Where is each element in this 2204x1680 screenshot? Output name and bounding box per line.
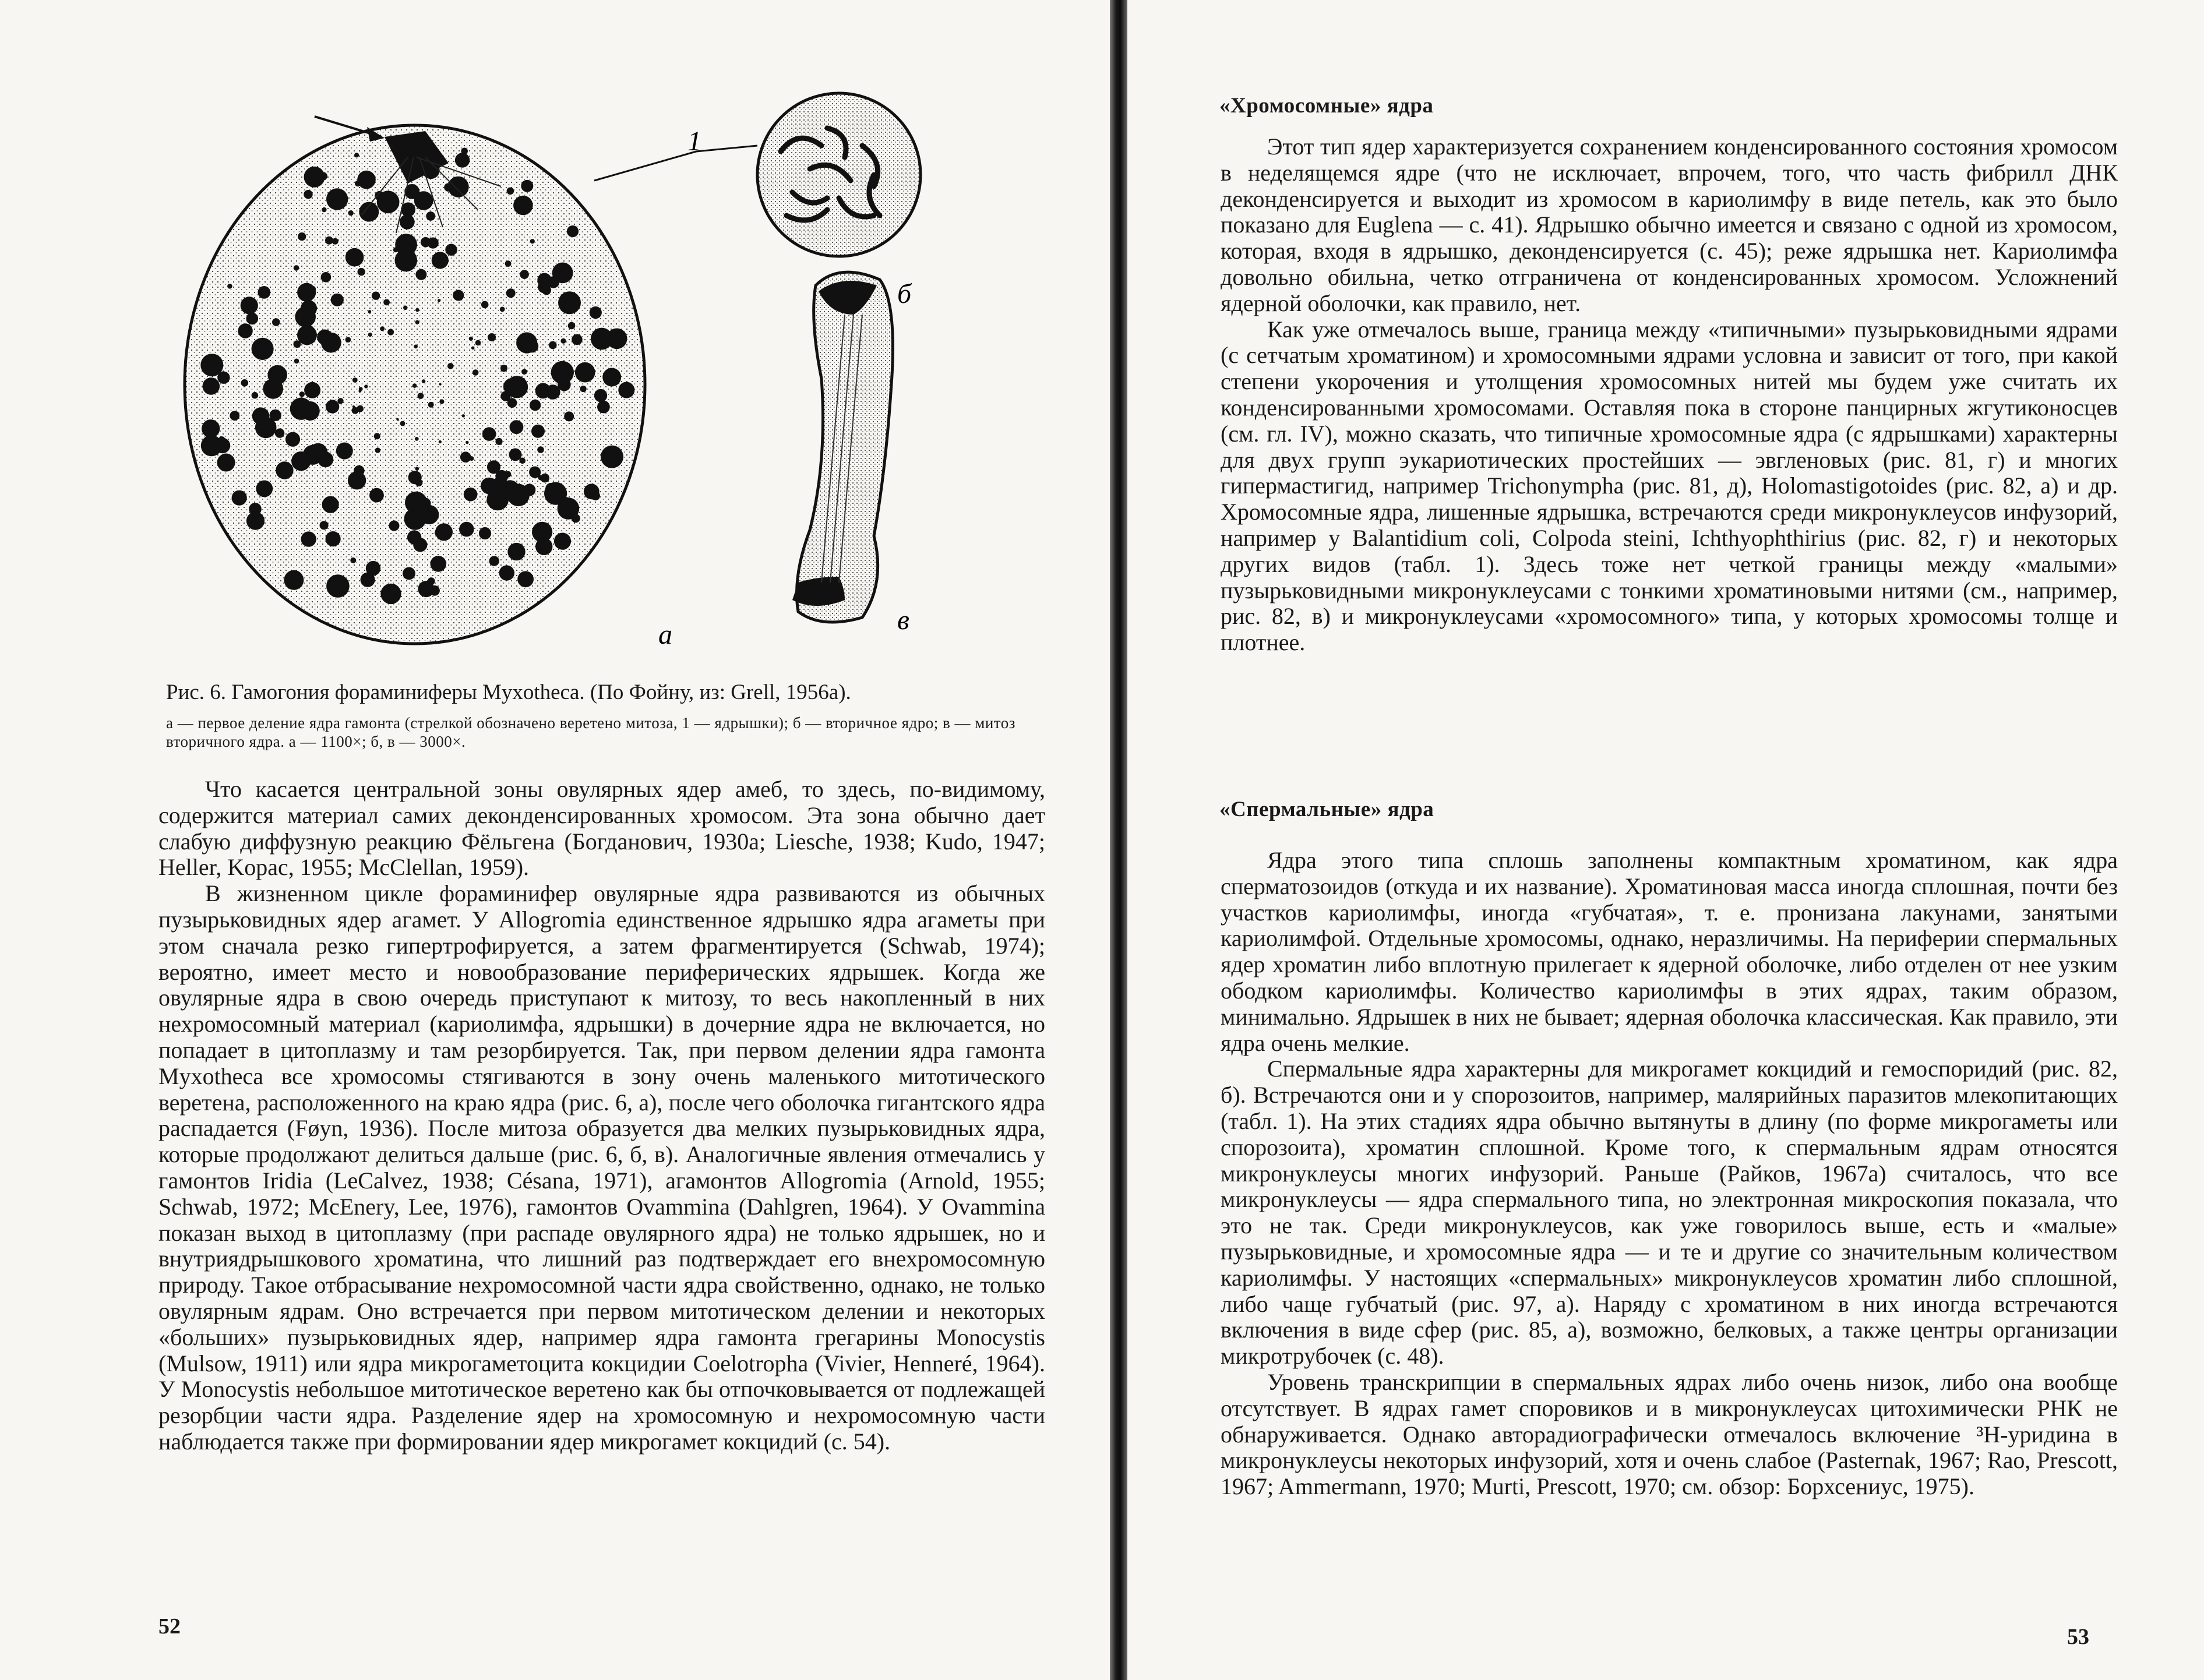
- nucleolus-dot: [200, 354, 223, 376]
- nucleolus-dot: [395, 234, 417, 256]
- nucleolus-dot: [513, 196, 533, 216]
- nucleolus-dot: [439, 399, 444, 404]
- nucleolus-dot: [439, 383, 442, 386]
- nucleolus-dot: [387, 329, 394, 336]
- nucleolus-dot: [558, 291, 581, 314]
- nucleolus-dot: [482, 427, 496, 441]
- nucleolus-dot: [560, 338, 566, 344]
- nucleolus-dot: [380, 584, 401, 604]
- nucleolus-dot: [517, 571, 534, 587]
- nucleolus-dot: [475, 340, 481, 346]
- nucleolus-dot: [412, 383, 417, 388]
- nucleolus-dot: [326, 188, 348, 210]
- nucleolus-dot: [396, 418, 399, 421]
- nucleolus-dot: [432, 252, 449, 269]
- nucleolus-dot: [481, 478, 498, 495]
- nucleolus-dot: [545, 384, 560, 399]
- nucleolus-dot: [291, 451, 311, 471]
- nucleolus-dot: [568, 322, 576, 330]
- nucleolus-dot: [304, 382, 320, 398]
- nucleolus-dot: [438, 299, 440, 302]
- nucleolus-dot: [462, 414, 465, 417]
- nucleolus-dot: [418, 581, 434, 597]
- nucleolus-dot: [521, 180, 533, 192]
- nucleolus-dot: [326, 531, 341, 546]
- figure-legend: а — первое деление ядра гамонта (стрелкой обозначено веретено митоза, 1 — ядрышки); б — вторичное ядро; в — митоз вторичного ядра. а — 1100×; б, в — 3000×.: [166, 714, 1015, 750]
- nucleolus-dot: [572, 334, 583, 345]
- nucleolus-dot: [374, 433, 380, 439]
- page-number-right: 53: [2067, 1625, 2089, 1649]
- nucleolus-dot: [530, 400, 541, 411]
- nucleolus-dot: [331, 294, 344, 306]
- nucleolus-dot: [246, 313, 259, 325]
- nucleolus-dot: [326, 574, 350, 598]
- nucleolus-dot: [500, 307, 505, 312]
- nucleolus-dot: [481, 301, 489, 309]
- nucleolus-dot: [326, 400, 339, 413]
- nucleolus-dot: [602, 368, 621, 387]
- nucleolus-dot: [350, 557, 356, 563]
- nucleolus-dot: [256, 481, 273, 497]
- nucleolus-dot: [354, 153, 359, 157]
- nucleolus-dot: [415, 269, 426, 280]
- section-heading-spermal: «Спермальные» ядра: [1219, 797, 1434, 821]
- paragraph: Что касается центральной зоны овулярных ядер амеб, то здесь, по-видимому, содержится материал самих деконденсированных хромосом. Эта зона обычно дает слабую диффузную реакцию Фёльгена (Богданович, 1930a; Liesche, 1938; Kudo, 1947; Heller, Kopac, 1955; McClellan, 1959).: [158, 776, 1045, 881]
- left-page-text: [158, 777, 1045, 1455]
- nucleolus-dot: [552, 263, 573, 284]
- nucleolus-dot: [505, 260, 512, 267]
- nucleolus-dot: [306, 326, 314, 333]
- nucleolus-dot: [354, 465, 365, 477]
- nucleolus-dot: [567, 225, 579, 237]
- nucleolus-dot: [232, 490, 247, 506]
- nucleolus-dot: [203, 377, 220, 395]
- nucleolus-dot: [218, 436, 225, 443]
- nucleolus-dot: [403, 306, 408, 310]
- nucleolus-dot: [531, 425, 545, 438]
- nucleolus-dot: [377, 190, 400, 213]
- nucleolus-dot: [372, 292, 380, 300]
- nucleolus-dot: [393, 247, 399, 252]
- nucleolus-dot: [414, 191, 433, 210]
- nucleolus-dot: [447, 363, 454, 369]
- nucleolus-dot: [369, 488, 384, 503]
- nucleolus-dot: [538, 475, 543, 481]
- nucleolus-dot: [535, 538, 552, 555]
- nucleolus-dot: [509, 449, 522, 461]
- nucleolus-dot: [380, 326, 385, 331]
- nucleolus-dot: [455, 153, 470, 167]
- nucleolus-dot: [572, 514, 580, 523]
- nucleolus-dot: [309, 286, 316, 292]
- nucleolus-dot: [479, 527, 491, 539]
- nucleolus-dot: [521, 369, 527, 375]
- nucleolus-dot: [551, 361, 574, 384]
- nucleolus-dot: [358, 268, 365, 276]
- nucleolus-dot: [618, 382, 634, 398]
- nucleolus-dot: [564, 411, 574, 421]
- nucleolus-dot: [241, 379, 249, 387]
- nucleolus-dot: [258, 286, 270, 299]
- nucleolus-dot: [364, 384, 368, 388]
- nucleolus-dot: [431, 556, 447, 572]
- nucleolus-dot: [426, 211, 435, 221]
- nucleolus-dot: [366, 561, 380, 576]
- page-number-left: 52: [158, 1614, 181, 1639]
- nucleolus-dot: [506, 288, 516, 298]
- paragraph: Спермальные ядра характерны для микрогамет кокцидий и гемоспоридий (рис. 82, б). Встречаются они и у спорозоитов, например, малярийных паразитов млекопитающих (табл. 1). На этих стадиях ядра обычно вытянуты в длину (по форме микрогаметы или спорозоита), хроматин сплошной. Кроме того, к спермальным ядрам относятся микронуклеусы многих инфузорий. Раньше (Райков, 1967a) считалось, что все микронуклеусы — ядра спермального типа, но электронная микроскопия показала, что это не так. Среди микронуклеусов, как уже говорилось выше, есть и «малые» пузырьковидные, и хромосомные ядра — и те и другие со значительным количеством кариолимфы. У настоящих «спермальных» микронуклеусов хроматин либо сплошной, либо чаще губчатый (рис. 97, а). Наряду с хроматином в них иногда встречаются включения в виде сфер (рис. 85, а), возможно, белковых, а также центры организации микротрубочек (с. 48).: [1221, 1056, 2118, 1370]
- figure-6-svg: [175, 82, 1084, 664]
- nucleolus-dot: [419, 497, 431, 509]
- nucleolus-dot: [270, 410, 281, 421]
- book-gutter: [1110, 0, 1127, 1680]
- nucleolus-dot: [459, 522, 474, 537]
- nucleolus-dot: [507, 543, 525, 560]
- nucleolus-dot: [325, 237, 333, 245]
- nucleolus-dot: [500, 365, 507, 372]
- nucleolus-dot: [471, 347, 475, 350]
- nucleolus-dot: [358, 390, 361, 393]
- figure-caption: Рис. 6. Гамогония фораминиферы Myxotheca. (По Фойну, из: Grell, 1956a).: [166, 680, 851, 704]
- nucleolus-dot: [537, 273, 551, 287]
- nucleolus-dot: [422, 379, 426, 383]
- nucleolus-dot: [415, 467, 419, 471]
- nucleolus-dot: [276, 461, 293, 479]
- nucleolus-dot: [428, 402, 434, 408]
- nucleolus-dot: [227, 284, 232, 289]
- nucleolus-dot: [507, 398, 517, 408]
- nucleolus-dot: [383, 299, 390, 306]
- nucleolus-dot: [252, 338, 274, 360]
- nucleolus-dot: [489, 556, 499, 566]
- nucleolus-dot: [319, 172, 327, 180]
- nucleolus-dot: [453, 290, 464, 301]
- nucleolus-dot: [272, 318, 280, 326]
- nucleolus-dot: [418, 393, 424, 399]
- nucleolus-dot: [301, 531, 316, 546]
- nucleolus-dot: [435, 530, 440, 535]
- paragraph: Как уже отмечалось выше, граница между «типичными» пузырьковидными ядрами (с сетчатым хроматином) и хромосомными ядрами условна и зависит от того, при какой степени укорочения и утолщения хромосомных нитей мы будем уже считать их конденсированными хромосомами. Оставляя пока в стороне панцирных жгутиконосцев (см. гл. IV), можно сказать, что типичные хромосомные ядра (с ядрышками) характерны для двух групп эукариотических простейших — эвгленовых (рис. 81, г) и многих гипермастигид, например Trichonympha (рис. 81, д), Holomastigotoides (рис. 82, а) и др. Хромосомные ядра, лишенные ядрышка, встречаются среди микронуклеусов инфузорий, например у Balantidium coli, Colpoda steini, Ichthyophthirius (рис. 82, г) и некоторых других видов (табл. 1). Здесь тоже нет четкой границы между «малыми» пузырьковидными микронуклеусами с тонкими хроматиновыми нитями (см., например, рис. 82, в) и микронуклеусами «хромосомного» типа, у которых хромосомы толще и плотнее.: [1221, 316, 2118, 656]
- nucleolus-dot: [549, 341, 557, 350]
- nucleolus-dot: [506, 376, 528, 398]
- label-1-pointer: [594, 126, 757, 181]
- nucleolus-dot: [357, 405, 364, 412]
- nucleolus-dot: [348, 210, 353, 216]
- nucleolus-dot: [495, 438, 502, 445]
- nucleolus-dot: [408, 471, 422, 484]
- paragraph: Ядра этого типа сплошь заполнены компактным хроматином, как ядра сперматозоидов (откуда и их название). Хроматиновая масса иногда сплошная, почти без участков кариолимфы, иногда «губчатая», т. е. пронизана лакунами, занятыми кариолимфой. Отдельные хромосомы, однако, неразличимы. На периферии спермальных ядер хроматин либо вплотную прилегает к ядерной оболочке, либо отделен от нее узким ободком кариолимфы. Количество кариолимфы в этих ядрах, таким образом, минимально. Ядрышек в них не бывает; ядерная оболочка классическая. Как правило, эти ядра очень мелкие.: [1221, 847, 2118, 1056]
- nucleolus-dot: [404, 508, 426, 530]
- nucleolus-dot: [389, 520, 399, 531]
- nucleolus-dot: [609, 335, 618, 344]
- nucleolus-dot: [602, 403, 607, 408]
- nucleus-a: [185, 117, 645, 644]
- nucleolus-dot: [368, 310, 371, 313]
- label-v: в: [897, 605, 909, 636]
- nucleolus-dot: [267, 365, 287, 385]
- nucleolus-dot: [294, 359, 299, 364]
- nucleolus-dot: [499, 565, 514, 580]
- section-heading-chromosomal: «Хромосомные» ядра: [1219, 94, 1434, 118]
- nucleolus-dot: [404, 570, 412, 578]
- nucleolus-dot: [510, 420, 524, 434]
- section-spermal-text: [1221, 848, 2118, 1500]
- nucleolus-dot: [461, 148, 468, 155]
- nucleolus-dot: [414, 345, 418, 349]
- paragraph: Этот тип ядер характеризуется сохранением конденсированного состояния хромосом в неделящемся ядре (что не исключает, впрочем, того, что часть фибрилл ДНК деконденсируется и выходит из хромосом в кариолимфу в виде петель, как это было показано для Euglena — с. 41). Ядрышко обычно имеется и связано с одной из хромосом, которая, входя в ядрышко, деконденсируется (с. 45); реже ядрышка нет. Кариолимфа довольно обильна, четко отграничена от конденсированных хромосом. Усложнений ядерной оболочки, как правило, нет.: [1221, 133, 2118, 316]
- nucleolus-dot: [507, 188, 514, 195]
- nucleolus-dot: [299, 391, 305, 397]
- nucleolus-dot: [460, 451, 471, 463]
- nucleolus-dot: [285, 432, 300, 447]
- nucleolus-dot: [445, 244, 457, 256]
- nucleolus-dot: [241, 297, 258, 314]
- nucleolus-dot: [601, 446, 623, 468]
- nucleolus-dot: [469, 337, 473, 341]
- nucleolus-dot: [590, 306, 602, 319]
- nucleolus-dot: [472, 369, 479, 376]
- nucleolus-dot: [554, 533, 571, 550]
- nucleolus-dot: [520, 270, 529, 279]
- nucleolus-dot: [252, 392, 259, 399]
- nucleolus-dot: [357, 171, 376, 189]
- section-chromosomal-text: [1221, 134, 2118, 656]
- nucleolus-dot: [295, 306, 316, 327]
- nucleolus-dot: [375, 447, 380, 453]
- nucleolus-dot: [252, 407, 270, 425]
- nucleolus-dot: [516, 332, 537, 353]
- nucleolus-dot: [202, 419, 220, 437]
- nucleolus-dot: [407, 530, 421, 544]
- nucleolus-dot: [275, 428, 284, 437]
- nucleolus-dot: [580, 386, 587, 392]
- nucleolus-dot: [425, 510, 436, 521]
- nucleolus-dot: [336, 443, 353, 460]
- nucleolus-dot: [448, 177, 469, 197]
- nucleolus-dot: [466, 441, 468, 444]
- nucleolus-dot: [495, 470, 508, 483]
- nucleolus-dot: [230, 411, 239, 421]
- nucleolus-dot: [488, 333, 496, 341]
- nucleolus-dot: [320, 521, 329, 530]
- nucleolus-dot: [321, 333, 341, 353]
- nucleus-v: [792, 272, 909, 636]
- figure-6-illustration: [175, 82, 1084, 664]
- nucleolus-dot: [238, 323, 252, 338]
- nucleolus-dot: [290, 398, 312, 420]
- nucleolus-dot: [486, 496, 496, 506]
- nucleolus-dot: [322, 207, 326, 212]
- nucleolus-dot: [594, 389, 607, 402]
- nucleolus-dot: [298, 232, 306, 241]
- nucleolus-dot: [439, 440, 442, 443]
- nucleolus-dot: [464, 488, 478, 502]
- nucleolus-dot: [304, 190, 312, 199]
- nucleolus-dot: [294, 265, 299, 271]
- nucleolus-dot: [415, 320, 419, 324]
- nucleolus-dot: [321, 272, 332, 283]
- nucleolus-dot: [415, 308, 419, 312]
- nucleolus-dot: [337, 398, 343, 404]
- label-a: а: [658, 619, 672, 650]
- nucleolus-dot: [400, 421, 405, 426]
- nucleolus-dot: [591, 491, 600, 500]
- nucleolus-dot: [415, 437, 419, 441]
- paragraph: В жизненном цикле фораминифер овулярные ядра развиваются из обычных пузырьковидных ядер агамет. У Allogromia единственное ядрышко ядра агаметы при этом сначала резко гипертрофируется, а затем фрагментируется (Schwab, 1974); вероятно, имеет место и новообразование периферических ядрышек. Когда же овулярные ядра в свою очередь приступают к митозу, то весь накопленный в них нехромосомный материал (кариолимфа, ядрышки) в дочерние ядра не включается, но попадает в цитоплазму и там резорбируется. Так, при первом делении ядра гамонта Myxotheca все хромосомы стягиваются в зону очень маленького митотического веретена, расположенного на краю ядра (рис. 6, а), после чего оболочка гигантского ядра распадается (Føyn, 1936). После митоза образуется два мелких пузырьковидных ядра, которые продолжают делиться дальше (рис. 6, б, в). Аналогичные явления отмечались у гамонтов Iridia (LeCalvez, 1938; Césana, 1971), агамонтов Allogromia (Arnold, 1955; Schwab, 1972; McEnery, Lee, 1976), гамонтов Ovammina (Dahlgren, 1964). У Ovammina показан выход в цитоплазму (при распаде овулярного ядра) не только ядрышек, но и внутриядрышкового хроматина, что лишний раз подтверждает его внехромосомную природу. Такое отбрасывание нехромосомной части ядра свойственно, однако, не только овулярным ядрам. Оно встречается при первом митотическом делении и некоторых «больших» пузырьковидных ядер, например ядра гамонта грегарины Monocystis (Mulsow, 1911) или ядра микрогаметоцита кокцидии Coelotropha (Vivier, Henneré, 1964). У Monocystis небольшое митотическое веретено как бы отпочковывается от подлежащей резорбции части ядра. Разделение ядер на хромосомную и нехромосомную части наблюдается также при формировании ядер микрогамет кокцидий (с. 54).: [158, 880, 1045, 1455]
- nucleolus-dot: [217, 454, 235, 472]
- nucleolus-dot: [318, 451, 333, 467]
- nucleolus-dot: [584, 369, 592, 376]
- nucleolus-dot: [519, 458, 526, 464]
- nucleolus-dot: [297, 283, 316, 302]
- nucleolus-dot: [530, 239, 535, 243]
- nucleolus-dot: [345, 248, 364, 267]
- nucleolus-dot: [345, 337, 351, 343]
- nucleolus-dot: [249, 503, 262, 516]
- nucleolus-dot: [537, 446, 544, 453]
- nucleolus-dot: [523, 484, 535, 496]
- nucleolus-dot: [359, 202, 379, 222]
- nucleolus-dot: [352, 377, 358, 383]
- label-1: 1: [687, 126, 701, 157]
- nucleolus-dot: [421, 237, 431, 247]
- nucleolus-dot: [284, 570, 304, 590]
- paragraph: Уровень транскрипции в спермальных ядрах либо очень низок, либо она вообще отсутствует. В ядрах гамет споровиков и в микронуклеусах цитохимически РНК не обнаруживается. Однако авторадиографически отмечалось включение ³H-уридина в микронуклеусы некоторых инфузорий, хотя и очень слабое (Pasternak, 1967; Rao, Prescott, 1967; Ammermann, 1970; Murti, Prescott, 1970; см. обзор: Борхсениус, 1975).: [1221, 1368, 2118, 1500]
- label-b: б: [897, 278, 912, 309]
- nucleolus-dot: [322, 496, 339, 513]
- nucleolus-dot: [368, 333, 372, 337]
